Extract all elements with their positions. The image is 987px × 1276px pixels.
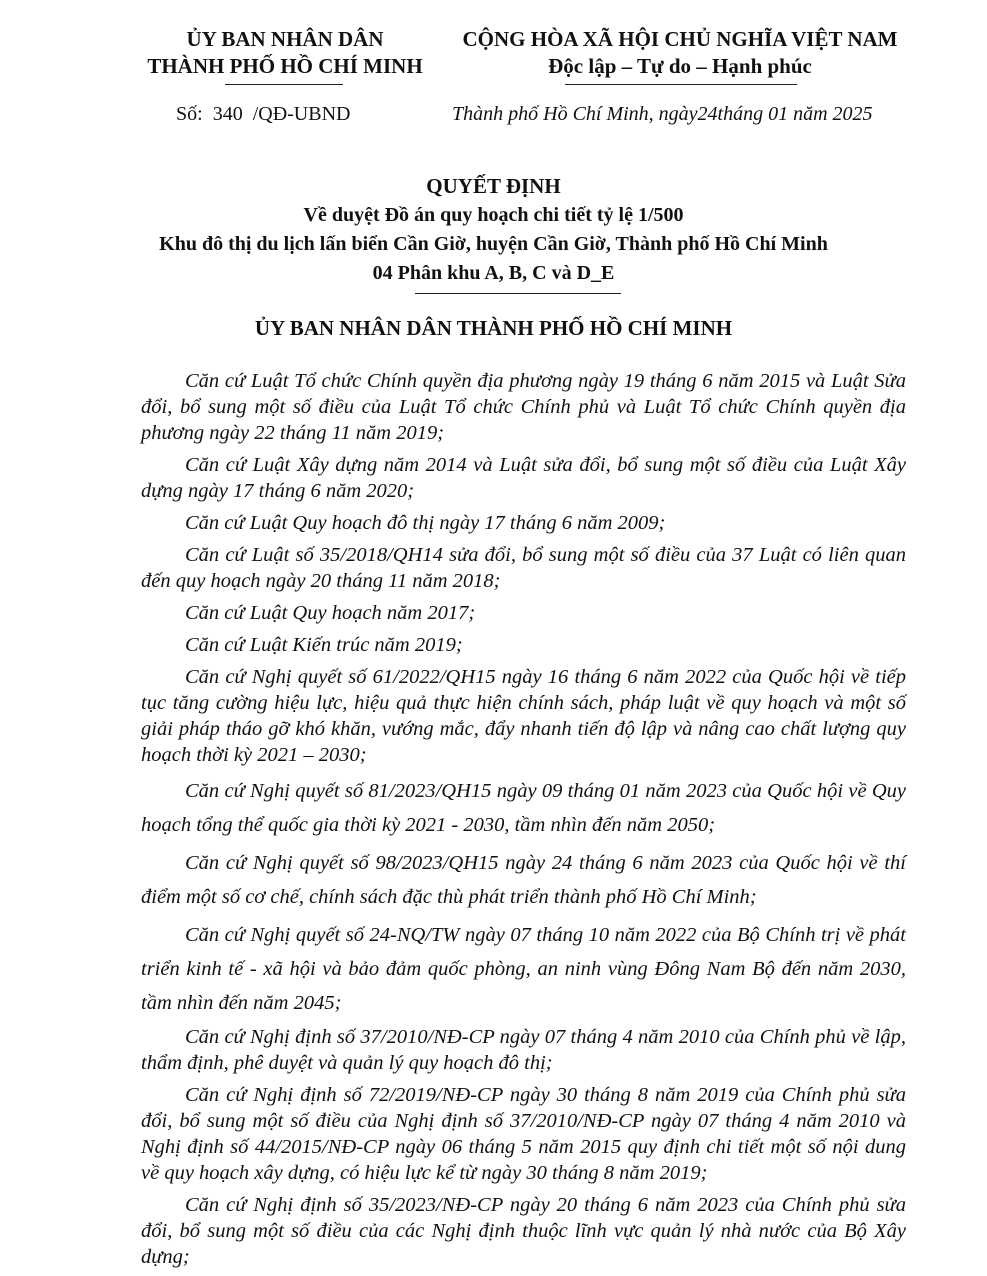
country-name: CỘNG HÒA XÃ HỘI CHỦ NGHĨA VIỆT NAM <box>462 27 898 51</box>
legal-basis-section <box>141 368 906 1276</box>
legal-basis-paragraph: Căn cứ Nghị quyết số 61/2022/QH15 ngày 16 tháng 6 năm 2022 của Quốc hội về tiếp tục tăng cường hiệu lực, hiệu quả thực hiện chính sách, pháp luật về quy hoạch và một số giải pháp tháo gỡ khó khăn, vướng mắc, đẩy nhanh tiến độ lập và nâng cao chất lượng quy hoạch thời kỳ 2021 – 2030; <box>141 666 906 766</box>
legal-basis-paragraph: Căn cứ Nghị quyết số 81/2023/QH15 ngày 09 tháng 01 năm 2023 của Quốc hội về Quy hoạch tổng thể quốc gia thời kỳ 2021 - 2030, tầm nhìn đến năm 2050; <box>141 780 906 836</box>
title-line-3: 04 Phân khu A, B, C và D_E <box>372 262 615 284</box>
legal-basis-paragraph: Căn cứ Luật Quy hoạch đô thị ngày 17 tháng 6 năm 2009; <box>185 512 666 534</box>
authority-line-1: ỦY BAN NHÂN DÂN <box>186 27 384 51</box>
authority-line-2: THÀNH PHỐ HỒ CHÍ MINH <box>147 54 423 78</box>
legal-basis-paragraph: Căn cứ Luật Tổ chức Chính quyền địa phương ngày 19 tháng 6 năm 2015 và Luật Sửa đổi, bổ sung một số điều của Luật Tổ chức Chính phủ và Luật Tổ chức Chính quyền địa phương ngày 22 tháng 11 năm 2019; <box>141 370 906 444</box>
legal-basis-paragraph: Căn cứ Luật Xây dựng năm 2014 và Luật sửa đổi, bổ sung một số điều của Luật Xây dựng ngày 17 tháng 6 năm 2020; <box>141 454 906 502</box>
title-main: QUYẾT ĐỊNH <box>426 174 561 198</box>
motto: Độc lập – Tự do – Hạnh phúc <box>548 54 812 78</box>
number-label: Số: <box>176 103 203 125</box>
national-motto-header <box>440 26 920 80</box>
issuer-heading: ỦY BAN NHÂN DÂN THÀNH PHỐ HỒ CHÍ MINH <box>254 316 733 340</box>
legal-basis-paragraph: Căn cứ Luật Kiến trúc năm 2019; <box>185 634 463 656</box>
place-and-date: Thành phố Hồ Chí Minh, ngày24tháng 01 năm 2025 <box>452 103 873 125</box>
issuing-authority-header <box>120 26 450 80</box>
decision-title <box>0 172 987 288</box>
number-suffix: /QĐ-UBND <box>252 103 351 125</box>
legal-basis-paragraph: Căn cứ Nghị quyết số 98/2023/QH15 ngày 24 tháng 6 năm 2023 của Quốc hội về thí điểm một số cơ chế, chính sách đặc thù phát triển thành phố Hồ Chí Minh; <box>141 852 906 908</box>
legal-basis-paragraph: Căn cứ Luật số 35/2018/QH14 sửa đổi, bổ sung một số điều của 37 Luật có liên quan đến quy hoạch ngày 20 tháng 11 năm 2018; <box>141 544 906 592</box>
document-number <box>176 101 350 127</box>
legal-basis-paragraph: Căn cứ Nghị quyết số 24-NQ/TW ngày 07 tháng 10 năm 2022 của Bộ Chính trị về phát triển kinh tế - xã hội và bảo đảm quốc phòng, an ninh vùng Đông Nam Bộ đến năm 2030, tầm nhìn đến năm 2045; <box>141 924 906 1014</box>
authority-underline <box>225 84 343 85</box>
motto-underline <box>565 84 797 85</box>
title-line-2: Khu đô thị du lịch lấn biển Cần Giờ, huyện Cần Giờ, Thành phố Hồ Chí Minh <box>159 233 828 255</box>
number-value: 340 <box>212 103 243 125</box>
legal-basis-paragraph: Căn cứ Luật Quy hoạch năm 2017; <box>185 602 476 624</box>
legal-basis-paragraph: Căn cứ Nghị định số 35/2023/NĐ-CP ngày 20 tháng 6 năm 2023 của Chính phủ sửa đổi, bổ sung một số điều của các Nghị định thuộc lĩnh vực quản lý nhà nước của Bộ Xây dựng; <box>141 1194 906 1268</box>
title-underline <box>415 293 621 294</box>
legal-basis-paragraph: Căn cứ Nghị định số 37/2010/NĐ-CP ngày 07 tháng 4 năm 2010 của Chính phủ về lập, thẩm định, phê duyệt và quản lý quy hoạch đô thị; <box>141 1026 906 1074</box>
legal-basis-paragraph: Căn cứ Nghị định số 72/2019/NĐ-CP ngày 30 tháng 8 năm 2019 của Chính phủ sửa đổi, bổ sung một số điều của Nghị định số 37/2010/NĐ-CP ngày 07 tháng 4 năm 2010 và Nghị định số 44/2015/NĐ-CP ngày 06 tháng 5 năm 2015 quy định chi tiết một số nội dung về quy hoạch xây dựng, có hiệu lực kể từ ngày 30 tháng 8 năm 2019; <box>141 1084 906 1184</box>
title-line-1: Về duyệt Đồ án quy hoạch chi tiết tỷ lệ 1/500 <box>303 204 684 226</box>
